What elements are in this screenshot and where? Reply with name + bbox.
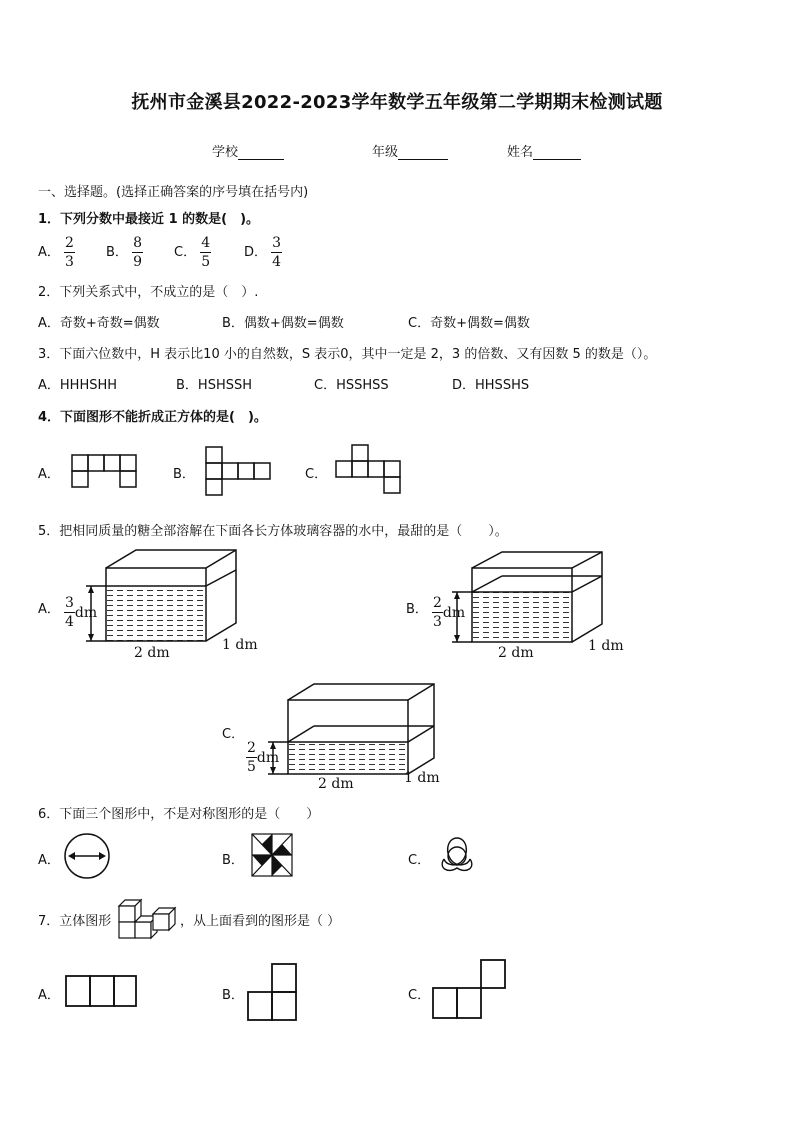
q5-container-b bbox=[452, 550, 632, 650]
school-blank[interactable] bbox=[238, 145, 284, 160]
solid-figure-icon bbox=[117, 896, 179, 942]
name-field[interactable] bbox=[507, 141, 581, 160]
q7-stem-after: ，从上面看到的图形是（ ） bbox=[180, 914, 341, 929]
q3-stem: 3．下面六位数中，H 表示比10 小的自然数，S 表示0，其中一定是 2，3 的倍数、又有因数 5 的数是（）。 bbox=[38, 347, 657, 362]
q4-option-a[interactable]: A． bbox=[38, 467, 60, 482]
option-label: B． bbox=[106, 245, 128, 260]
q7-view-a bbox=[64, 974, 140, 1008]
q4-net-b bbox=[205, 446, 273, 498]
q5-b-width: 1 dm bbox=[588, 638, 624, 654]
q2-option-b[interactable]: B．偶数+偶数=偶数 bbox=[222, 316, 344, 331]
q5-c-height: $\frac{2}{5}$ dm bbox=[247, 740, 280, 775]
q5-b-height: $\frac{2}{3}$ dm bbox=[433, 595, 466, 630]
school-field[interactable] bbox=[212, 141, 284, 160]
grade-blank[interactable] bbox=[398, 145, 448, 160]
q1-option-b[interactable] bbox=[106, 236, 143, 269]
q7-option-b[interactable]: B． bbox=[222, 988, 244, 1003]
pinwheel-icon bbox=[250, 832, 294, 878]
grade-label: 年级 bbox=[372, 145, 399, 160]
q3-option-b[interactable]: B．HSHSSH bbox=[176, 378, 253, 393]
q7-view-c bbox=[431, 958, 509, 1022]
q5-b-length: 2 dm bbox=[498, 645, 534, 661]
q4-option-b[interactable]: B． bbox=[173, 467, 195, 482]
circle-arrow-icon bbox=[62, 832, 114, 880]
q6-option-b[interactable]: B． bbox=[222, 853, 244, 868]
q3-option-a[interactable]: A．HHHSHH bbox=[38, 378, 118, 393]
q7-option-a[interactable]: A． bbox=[38, 988, 60, 1003]
q6-option-c[interactable]: C． bbox=[408, 853, 431, 868]
q5-a-length: 2 dm bbox=[134, 645, 170, 661]
q4-net-c bbox=[335, 444, 405, 496]
q2-option-a[interactable]: A．奇数+奇数=偶数 bbox=[38, 316, 160, 331]
q4-net-a bbox=[71, 454, 139, 488]
option-label: D． bbox=[244, 245, 268, 260]
q1-stem: 1．下列分数中最接近 1 的数是( )。 bbox=[38, 212, 260, 227]
q7-view-b bbox=[246, 962, 298, 1024]
q5-option-c[interactable]: C． bbox=[222, 727, 245, 742]
q5-c-length: 2 dm bbox=[318, 776, 354, 792]
q5-a-width: 1 dm bbox=[222, 637, 258, 653]
grade-field[interactable] bbox=[372, 141, 448, 160]
q5-option-a[interactable]: A． bbox=[38, 602, 60, 617]
q5-option-b[interactable]: B． bbox=[406, 602, 428, 617]
q5-container-c bbox=[268, 682, 448, 782]
q6-option-a[interactable]: A． bbox=[38, 853, 60, 868]
name-label: 姓名 bbox=[507, 145, 534, 160]
name-blank[interactable] bbox=[533, 145, 581, 160]
q1-option-c[interactable] bbox=[174, 236, 211, 269]
fraction: $\frac{2}{3}$ bbox=[433, 595, 442, 630]
section-heading: 一、选择题。(选择正确答案的序号填在括号内) bbox=[38, 185, 309, 200]
q6-stem: 6．下面三个图形中，不是对称图形的是（ ） bbox=[38, 807, 320, 822]
trefoil-icon bbox=[434, 832, 480, 876]
q5-c-width: 1 dm bbox=[404, 770, 440, 786]
q5-container-a bbox=[86, 548, 266, 648]
school-label: 学校 bbox=[212, 145, 239, 160]
q1-option-a[interactable] bbox=[38, 236, 75, 269]
q3-option-c[interactable]: C．HSSHSS bbox=[314, 378, 389, 393]
q4-stem: 4．下面图形不能折成正方体的是( )。 bbox=[38, 410, 267, 425]
fraction: $\frac{3}{4}$ bbox=[272, 235, 282, 270]
q2-option-c[interactable]: C．奇数+偶数=偶数 bbox=[408, 316, 530, 331]
q3-option-d[interactable]: D．HHSSHS bbox=[452, 378, 530, 393]
fraction: $\frac{8}{9}$ bbox=[133, 235, 142, 270]
q4-option-c[interactable]: C． bbox=[305, 467, 328, 482]
fraction: $\frac{4}{5}$ bbox=[201, 235, 211, 270]
q7-option-c[interactable]: C． bbox=[408, 988, 431, 1003]
option-label: C． bbox=[174, 245, 197, 260]
q2-stem: 2．下列关系式中，不成立的是（ ）. bbox=[38, 285, 259, 300]
fraction: $\frac{2}{3}$ bbox=[65, 235, 74, 270]
page-title: 抚州市金溪县2022-2023学年数学五年级第二学期期末检测试题 bbox=[131, 92, 663, 113]
q5-stem: 5．把相同质量的糖全部溶解在下面各长方体玻璃容器的水中，最甜的是（ ）。 bbox=[38, 524, 508, 539]
q7-stem-before: 7．立体图形 bbox=[38, 914, 112, 929]
q5-a-height: $\frac{3}{4}$ dm bbox=[65, 595, 98, 630]
fraction: $\frac{2}{5}$ bbox=[247, 740, 256, 775]
option-label: A． bbox=[38, 245, 60, 260]
q1-option-d[interactable] bbox=[244, 236, 282, 269]
fraction: $\frac{3}{4}$ bbox=[65, 595, 74, 630]
